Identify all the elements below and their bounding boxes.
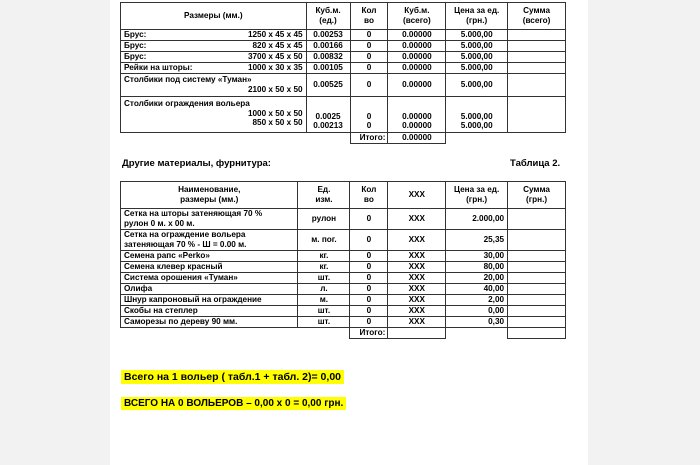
row-label: Брус: xyxy=(124,41,147,51)
cell-volume-total: 0.00000 xyxy=(388,30,446,41)
col-header-volume-total: Куб.м. (всего) xyxy=(388,3,446,30)
cell-price: 5.000,00 xyxy=(446,74,508,97)
cell-xxx: XXX xyxy=(388,295,446,306)
cell-quantity: 0 xyxy=(366,111,372,121)
row-size: 850 x 50 x 50 xyxy=(252,118,303,128)
table-row xyxy=(121,306,566,317)
table-row xyxy=(121,317,566,328)
cell-name: Шнур капроновый на ограждение xyxy=(121,295,298,306)
cell-price: 0,00 xyxy=(446,306,508,317)
cell-sum xyxy=(508,230,566,251)
cell-unit: м. пог. xyxy=(298,230,350,251)
row-label: Рейки на шторы: xyxy=(124,63,193,73)
table-header-row xyxy=(121,182,566,209)
cell-sum xyxy=(508,30,566,41)
cell-price: 30,00 xyxy=(446,251,508,262)
cell-unit: шт. xyxy=(298,306,350,317)
table-row xyxy=(121,209,566,230)
cell-unit: кг. xyxy=(298,251,350,262)
cell-sum xyxy=(508,251,566,262)
cell-xxx: XXX xyxy=(388,209,446,230)
table-row xyxy=(121,284,566,295)
table-row xyxy=(121,273,566,284)
cell-price: 5.000,00 xyxy=(460,111,493,121)
cell-sum xyxy=(508,74,566,97)
cell-sum xyxy=(508,284,566,295)
cell-xxx: XXX xyxy=(388,317,446,328)
cell-price: 20,00 xyxy=(446,273,508,284)
col-header-sum: Сумма (всего) xyxy=(508,3,566,30)
col-header-quantity: Кол во xyxy=(350,3,388,30)
cell-name: Олифа xyxy=(121,284,298,295)
table-row xyxy=(121,295,566,306)
col-header-name: Наименование, размеры (мм.) xyxy=(121,182,298,209)
cell-volume: 0.00213 xyxy=(313,121,343,131)
cell-xxx: XXX xyxy=(388,251,446,262)
cell-sum xyxy=(508,41,566,52)
cell-quantity: 0 xyxy=(350,209,388,230)
total-volume: 0.00000 xyxy=(388,133,446,144)
cell-price: 5.000,00 xyxy=(446,52,508,63)
cell-quantity: 0 xyxy=(350,52,388,63)
cell-sum xyxy=(508,209,566,230)
total-label: Итого: xyxy=(350,133,388,144)
table-row xyxy=(121,52,566,63)
cell-volume: 0.00832 xyxy=(306,52,350,63)
cell-price: 5.000,00 xyxy=(446,63,508,74)
row-size: 3700 x 45 x 50 xyxy=(247,52,303,62)
cell-volume: 0.00166 xyxy=(306,41,350,52)
cell-name: Сетка на шторы затеняющая 70 % рулон 0 м. х 00 м. xyxy=(121,209,298,230)
cell-name: Сетка на ограждение вольера затеняющая 70 % - Ш = 0.00 м. xyxy=(121,230,298,251)
cell-volume-total: 0.00000 xyxy=(402,121,432,131)
cell-price: 40,00 xyxy=(446,284,508,295)
cell-volume: 0.0025 xyxy=(315,111,341,121)
cell-unit: кг. xyxy=(298,262,350,273)
col-header-xxx: XXX xyxy=(388,182,446,209)
row-label: Брус: xyxy=(124,30,147,40)
cell-volume-total: 0.00000 xyxy=(402,111,432,121)
table-header-row xyxy=(121,3,566,30)
table-row-tuman-posts xyxy=(121,74,566,97)
cell-quantity: 0 xyxy=(350,63,388,74)
cell-unit: рулон xyxy=(298,209,350,230)
table-row xyxy=(121,41,566,52)
cell-unit: м. xyxy=(298,295,350,306)
cell-quantity: 0 xyxy=(350,30,388,41)
col-header-volume: Куб.м. (ед.) xyxy=(306,3,350,30)
cell-volume: 0.00253 xyxy=(306,30,350,41)
cell-xxx: XXX xyxy=(388,230,446,251)
cell-name: Семена клевер красный xyxy=(121,262,298,273)
cell-sum xyxy=(508,97,566,133)
cell-price: 0,30 xyxy=(446,317,508,328)
table-total-row xyxy=(121,133,566,144)
cell-quantity: 0 xyxy=(350,251,388,262)
cell-volume-total: 0.00000 xyxy=(388,74,446,97)
cell-price: 5.000,00 xyxy=(460,121,493,131)
row-label: Столбики под систему «Туман» xyxy=(124,75,252,85)
cell-volume: 0.00525 xyxy=(306,74,350,97)
table-row xyxy=(121,230,566,251)
cell-xxx: XXX xyxy=(388,284,446,295)
col-header-unit: Ед. изм. xyxy=(298,182,350,209)
cell-quantity: 0 xyxy=(366,121,372,131)
row-size: 820 x 45 x 45 xyxy=(252,41,303,51)
cell-sum xyxy=(508,273,566,284)
cell-sum xyxy=(508,63,566,74)
cell-price: 2.000,00 xyxy=(446,209,508,230)
cell-name: Система орошения «Туман» xyxy=(121,273,298,284)
cell-price: 5.000,00 xyxy=(446,30,508,41)
total-sum-cell xyxy=(508,328,566,339)
col-header-unit-price: Цена за ед. (грн.) xyxy=(446,3,508,30)
cell-name: Саморезы по дереву 90 мм. xyxy=(121,317,298,328)
table-total-row xyxy=(121,328,566,339)
cell-price: 2,00 xyxy=(446,295,508,306)
row-label: Столбики ограждения вольера xyxy=(124,99,250,108)
summary-per-enclosure: Всего на 1 вольер ( табл.1 + табл. 2)= 0,00 xyxy=(121,370,344,384)
total-xxx-cell xyxy=(388,328,446,339)
col-header-sum: Сумма (грн.) xyxy=(508,182,566,209)
row-size: 1250 x 45 x 45 xyxy=(247,30,303,40)
cell-quantity: 0 xyxy=(350,284,388,295)
cell-volume-total: 0.00000 xyxy=(388,41,446,52)
cell-quantity: 0 xyxy=(350,74,388,97)
col-header-unit-price: Цена за ед. (грн.) xyxy=(446,182,508,209)
cell-xxx: XXX xyxy=(388,273,446,284)
cell-sum xyxy=(508,295,566,306)
cell-name: Скобы на степлер xyxy=(121,306,298,317)
cell-name: Семена рапс «Perko» xyxy=(121,251,298,262)
cell-sum xyxy=(508,52,566,63)
cell-quantity: 0 xyxy=(350,295,388,306)
cell-quantity: 0 xyxy=(350,230,388,251)
cell-volume-total: 0.00000 xyxy=(388,52,446,63)
cell-volume: 0.00105 xyxy=(306,63,350,74)
cell-sum xyxy=(508,306,566,317)
cell-quantity: 0 xyxy=(350,273,388,284)
cell-quantity: 0 xyxy=(350,317,388,328)
table-row-fence-posts xyxy=(121,97,566,133)
cell-quantity: 0 xyxy=(350,41,388,52)
cell-quantity: 0 xyxy=(350,306,388,317)
materials-table xyxy=(120,181,566,339)
summary-all-enclosures: ВСЕГО НА 0 ВОЛЬЕРОВ – 0,00 х 0 = 0,00 грн. xyxy=(121,397,346,410)
cell-volume-total: 0.00000 xyxy=(388,63,446,74)
table-row xyxy=(121,251,566,262)
row-label: Брус: xyxy=(124,52,147,62)
cell-sum xyxy=(508,262,566,273)
table-row xyxy=(121,63,566,74)
cell-unit: шт. xyxy=(298,273,350,284)
cell-sum xyxy=(508,317,566,328)
row-size: 2100 x 50 x 50 xyxy=(247,85,303,94)
col-header-sizes: Размеры (мм.) xyxy=(121,3,307,30)
cell-unit: шт. xyxy=(298,317,350,328)
row-size: 1000 x 50 x 50 xyxy=(247,108,303,118)
cell-price: 5.000,00 xyxy=(446,41,508,52)
table-row xyxy=(121,262,566,273)
cell-price: 80,00 xyxy=(446,262,508,273)
cell-xxx: XXX xyxy=(388,306,446,317)
table-row xyxy=(121,30,566,41)
col-header-quantity: Кол во xyxy=(350,182,388,209)
cell-unit: л. xyxy=(298,284,350,295)
cell-quantity: 0 xyxy=(350,262,388,273)
cell-price: 25,35 xyxy=(446,230,508,251)
dimensions-table xyxy=(120,2,566,144)
table-number: Таблица 2. xyxy=(510,158,561,169)
total-label: Итого: xyxy=(350,328,388,339)
cell-xxx: XXX xyxy=(388,262,446,273)
row-size: 1000 x 30 x 35 xyxy=(247,63,303,73)
section-title: Другие материалы, фурнитура: xyxy=(122,158,271,169)
